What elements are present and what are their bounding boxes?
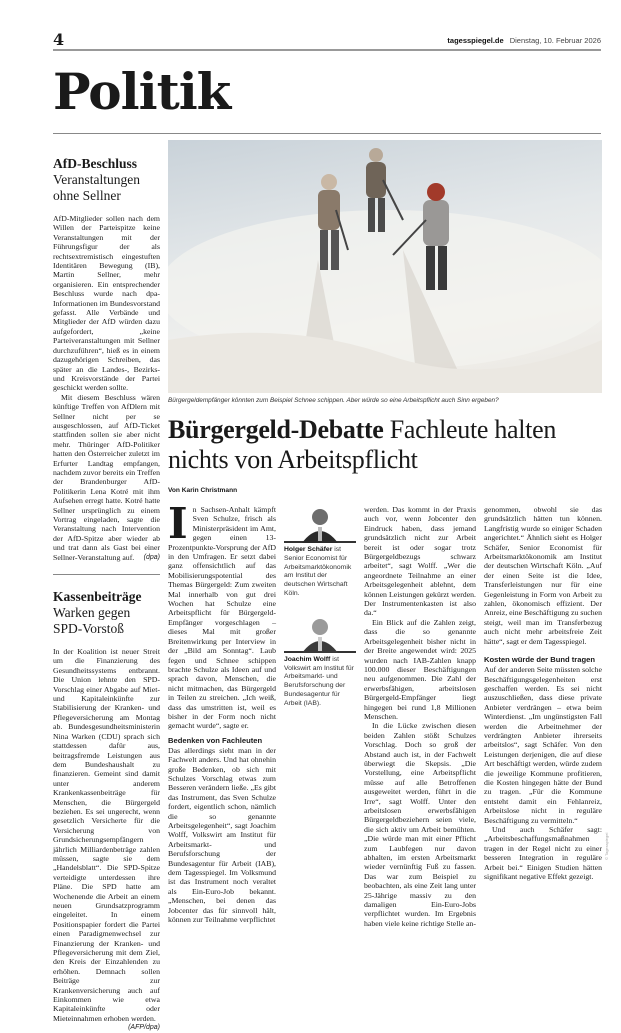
photo-caption: Bürgergeldempfänger könnten zum Beispiel Schnee schippen. Aber würde so eine Arbeitspflicht auch Sinn ergeben? (168, 397, 499, 404)
article-title: Warken gegen SPD-Vorstoß (53, 605, 131, 637)
article-photo-snow-shovelers (168, 140, 602, 393)
main-article (168, 140, 602, 928)
header-rule (53, 49, 601, 51)
section-title: Politik (53, 62, 231, 121)
expert-bio: Joachim Wolff ist Volkswirt am Institut für Arbeitsmarkt- und Berufsforschung der Bundesagentur für Arbeit (IAB). (284, 655, 354, 707)
article-column-3 (364, 505, 476, 928)
headline-text: Fachleute halten nichts von Arbeitspflicht (168, 415, 557, 474)
paragraph: Und auch Schäfer sagt: „Arbeitsbeschaffungsmaßnahmen tragen in der Regel nicht zu einer besseren Integration in reguläre Arbeit bei.“ Einigen Studien hätten signifikant negative Effekt gezeigt. (484, 825, 602, 882)
portrait-photo (284, 615, 356, 653)
subheading: Bedenken von Fachleuten (168, 735, 263, 745)
section-rule (53, 133, 601, 134)
drop-cap: I (168, 499, 188, 548)
paragraph: Ein Blick auf die Zahlen zeigt, dass die so genannte Arbeitsgelegenheit bisher nicht in der Breite angewendet wird: 2025 wurden nach IAB-Zahlen knapp 100.000 dieser Beschäftigungen neu aufgenommen. Die Zahl der erwerbsfähigen, arbeitslosen Bürgergeld-Empfänger liegt hingegen bei rund 1,8 Millionen Menschen. (364, 617, 476, 721)
lead-paragraph: In Sachsen-Anhalt kämpft Sven Schulze, frisch als Ministerpräsident im Amt, gegen einen 13-Prozentpunkte-Vorsprung der AfD in den Umfragen. Er setzt dabei ganz offensichtlich auf das Mobilisierungspotential des Themas Bürgergeld: Zum zweiten Mal innerhalb von gut drei Wochen hat Schulze eine Arbeitspflicht für Bürgergeld-Empfänger vorgeschlagen – dieses Mal mit großer Breitenwirkung per Interview in der „Bild am Sonntag“. Laub fegen und Schnee schippen brachte Schulze als Ideen auf und sprach davon, Menschen, die nicht mitmachen, das Bürgergeld in Teilen zu streichen. „Ich weiß, dass das umstritten ist, weil es bisher in der Form noch nicht gemacht wurde“, sagte er. (168, 499, 276, 731)
article-body (53, 647, 160, 1032)
kicker: AfD-Beschluss (53, 156, 138, 171)
expert-box-schaefer (284, 505, 356, 599)
article-column-4 (484, 505, 602, 881)
paragraph: In der Koalition ist neuer Streit um die Finanzierung des Gesundheitssystems entbrannt. Die Union lehnte den SPD-Vorschlag einer Abgabe auf Miet- und Kapitaleinkünfte zur Stabilisierung der Kranken- und Pflegeversicherung am Montag ab. Bundesgesundheitsministerin Nina Warken (CDU) sprach sich stattdessen dafür aus, beitragsfremde Leistungen aus dem Bundeshaushalt zu finanzieren. Gemeint sind damit unter anderem Krankenkassenbeiträge für Menschen, die Bürgergeld beziehen. Es sei ungerecht, wenn gesetzlich Versicherte für die Versicherung von Grundsicherungsempfängern jährlich Milliardenbeträge zahlen müssen, sagte sie dem „Handelsblatt“. Die SPD-Spitze verteidigte unterdessen ihre Pläne. Die SPD hatte am Wochenende die Arbeit an einem neuen Grundsatzprogramm eingeleitet. In einem Positionspapier fordert die Partei einen Paradigmenwechsel zur Finanzierung der Kranken- und Pflegeversicherung mit dem Ziel, den Kreis der Einzahlenden zu erhöhen. Demnach sollen Beiträge zur Krankenversicherung auch auf Einkommen wie etwa Kapitaleinkünfte oder Mieteinnahmen erhoben werden. (AFP/dpa) (53, 647, 160, 1032)
site-name[interactable]: tagesspiegel.de (447, 36, 504, 45)
article-body (53, 214, 160, 562)
article-column-1 (168, 499, 276, 925)
expert-bio: Holger Schäfer ist Senior Economist für Arbeitsmarktökonomik am Institut der deutschen Wirtschaft Köln. (284, 546, 352, 597)
paragraph: Auf der anderen Seite müssten solche Beschäftigungsgelegenheiten erst geschaffen werden. Es sei nicht auszuschließen, dass diese private Anbieter verdrängen – etwa beim Winterdienst. „Im ungünstigsten Fall werden die Arbeitnehmer der verdrängten Anbieter ihrerseits arbeitslos“, sagt Schäfer. Von den Leistungen derjenigen, die auf diese Art beschäftigt werden, würde zudem die jeweilige Kommune profitieren, die Kosten hingegen hätte der Bund zu tragen. „Für die Kommune entsteht damit ein Fehlanreiz, Arbeitslose nicht in reguläre Beschäftigung zu vermitteln.“ (484, 665, 602, 825)
byline: Von Karin Christmann (168, 487, 238, 494)
source: (AFP/dpa) (128, 1024, 160, 1032)
article-headline (168, 415, 602, 475)
source: (dpa) (143, 553, 160, 561)
paragraph: In die Lücke zwischen diesen beiden Zahlen stößt Schulzes Vorschlag. Doch so groß der Abstand auch ist, in der Fachwelt überwiegt die Skepsis. „Die Vorstellung, eine Arbeitspflicht müsse auf alle Betroffenen ausgeweitet werden, führt in die Irre“, sagt Wolff. Unter den arbeitslosen erwerbsfähigen Bürgergeldbeziehern seien viele, die sich aktiv um Arbeit bemühten. „Die würde man mit einer Pflicht zum Laubfegen nur davon abhalten, im ersten Arbeitsmarkt wieder vernünftig Fuß zu fassen. Das war zum Beispiel zu beobachten, als eine Zeit lang unter 25-Jährige massiv zu den damaligen Ein-Euro-Jobs verpflichtet wurden. Im Ergebnis haben viele keine richtige Stelle an- (364, 721, 476, 928)
expert-box-wolff (284, 615, 356, 709)
kicker: Kassenbeiträge (53, 589, 142, 605)
issue-date: Dienstag, 10. Februar 2026 (509, 36, 601, 45)
paragraph: werden. Das kommt in der Praxis auch vor, wenn Jobcenter den Eindruck haben, dass jemand grundsätzlich nicht zur Arbeit bereit ist oder sogar trotz Bürgergeldbezugs schwarz arbeitet“, sagt Wolff. „Wer die angeordnete Teilnahme an einer Arbeitsgelegenheit ablehnt, dem können Leistungen gekürzt werden. Der Instrumentenkasten ist also da.“ (364, 505, 476, 618)
sidebar-article-afd (53, 156, 160, 562)
paragraph: Das allerdings sieht man in der Fachwelt anders. Und hat ohnehin große Bedenken, ob sich mit Schulzes Vorschlag etwas zum Besseren verändern ließe. „Es gibt das Instrument, das Sven Schulze fordert, eigentlich schon, nämlich die so genannte Arbeitsgelegenheit“, sagt Joachim Wolff, Volkswirt am Institut für Arbeitsmarkt- und Berufsforschung der Bundesagentur für Arbeit (IAB), dem Tagesspiegel. Im Volksmund ist das Instrument noch veraltet als Ein-Euro-Job bekannt. „Menschen, bei denen das Jobcenter das für sinnvoll hält, können zur Teilnahme verpflichtet (168, 745, 276, 925)
copyright-note: © Tagesspiegel (604, 832, 609, 860)
article-title: Veranstaltungen ohne Sellner (53, 172, 140, 203)
sidebar (53, 156, 160, 1033)
page-number: 4 (53, 30, 65, 49)
portrait-photo (284, 505, 356, 543)
paragraph: AfD-Mitglieder sollen nach dem Willen der Parteispitze keine Veranstaltungen mit der Führungsfigur der als rechtsextremistisch eingestuften Identitären Bewegung (IB), Martin Sellner, mehr organisieren. Ein entsprechender Beschluss wurde nach dpa-Informationen im Bundesvorstand gefasst. Alle Verbände und Mitglieder der AfD würden dazu aufgefordert, „keine Parteiveranstaltungen mit Sellner durchzuführen“, hieß es in einem dazugehörigen Schreiben, das später an die Landes-, Bezirks- und Kreisvorstände der Partei geschickt werden sollte. (53, 214, 160, 393)
sidebar-article-kassen (53, 589, 160, 1032)
paragraph: genommen, obwohl sie das grundsätzlich hätten tun können. Langfristig wurde so einiger Schaden angerichtet.“ Ähnlich sieht es Holger Schäfer, Senior Economist für Arbeitsmarktökonomik am Institut der deutschen Wirtschaft Köln. „Auf der einen Seite ist die Idee, Transferleistungen nur für eine Gegenleistung in Form von Arbeit zu zahlen, ökonomisch effizient. Der Anreiz, eine Beschäftigung zu suchen steigt, weil man im Transferbezug auch nicht mehr arbeitsfreie Zeit hätte“, sagt er dem Tagesspiegel. (484, 505, 602, 646)
sidebar-divider (53, 574, 160, 575)
expert-column (284, 505, 356, 709)
article-columns (168, 499, 602, 928)
subheading: Kosten würde der Bund tragen (484, 655, 595, 665)
page-header (447, 36, 601, 45)
headline-kicker: Bürgergeld-Debatte (168, 415, 384, 444)
paragraph: Mit diesem Beschluss wären künftige Treffen von AfDlern mit Sellner nicht per se ausgeschlossen, auf AfD-Ticket stattfinden sollen sie aber nicht mehr. Thüringer AfD-Politiker hatten den Österreicher zuletzt im Erfurter Landtag empfangen, nachdem zuvor bereits ein Treffen der Brandenburger AfD-Politikerin Lena Kotré mit ihm Aufsehen erregt hatte. Kotré hatte Sellner ursprünglich zu einem Vortrag eingeladen, sagte die Veranstaltung nach Intervention der AfD-Spitze aber wieder ab und trat dann als Gast bei einer Sellner-Veranstaltung auf. (dpa) (53, 392, 160, 562)
